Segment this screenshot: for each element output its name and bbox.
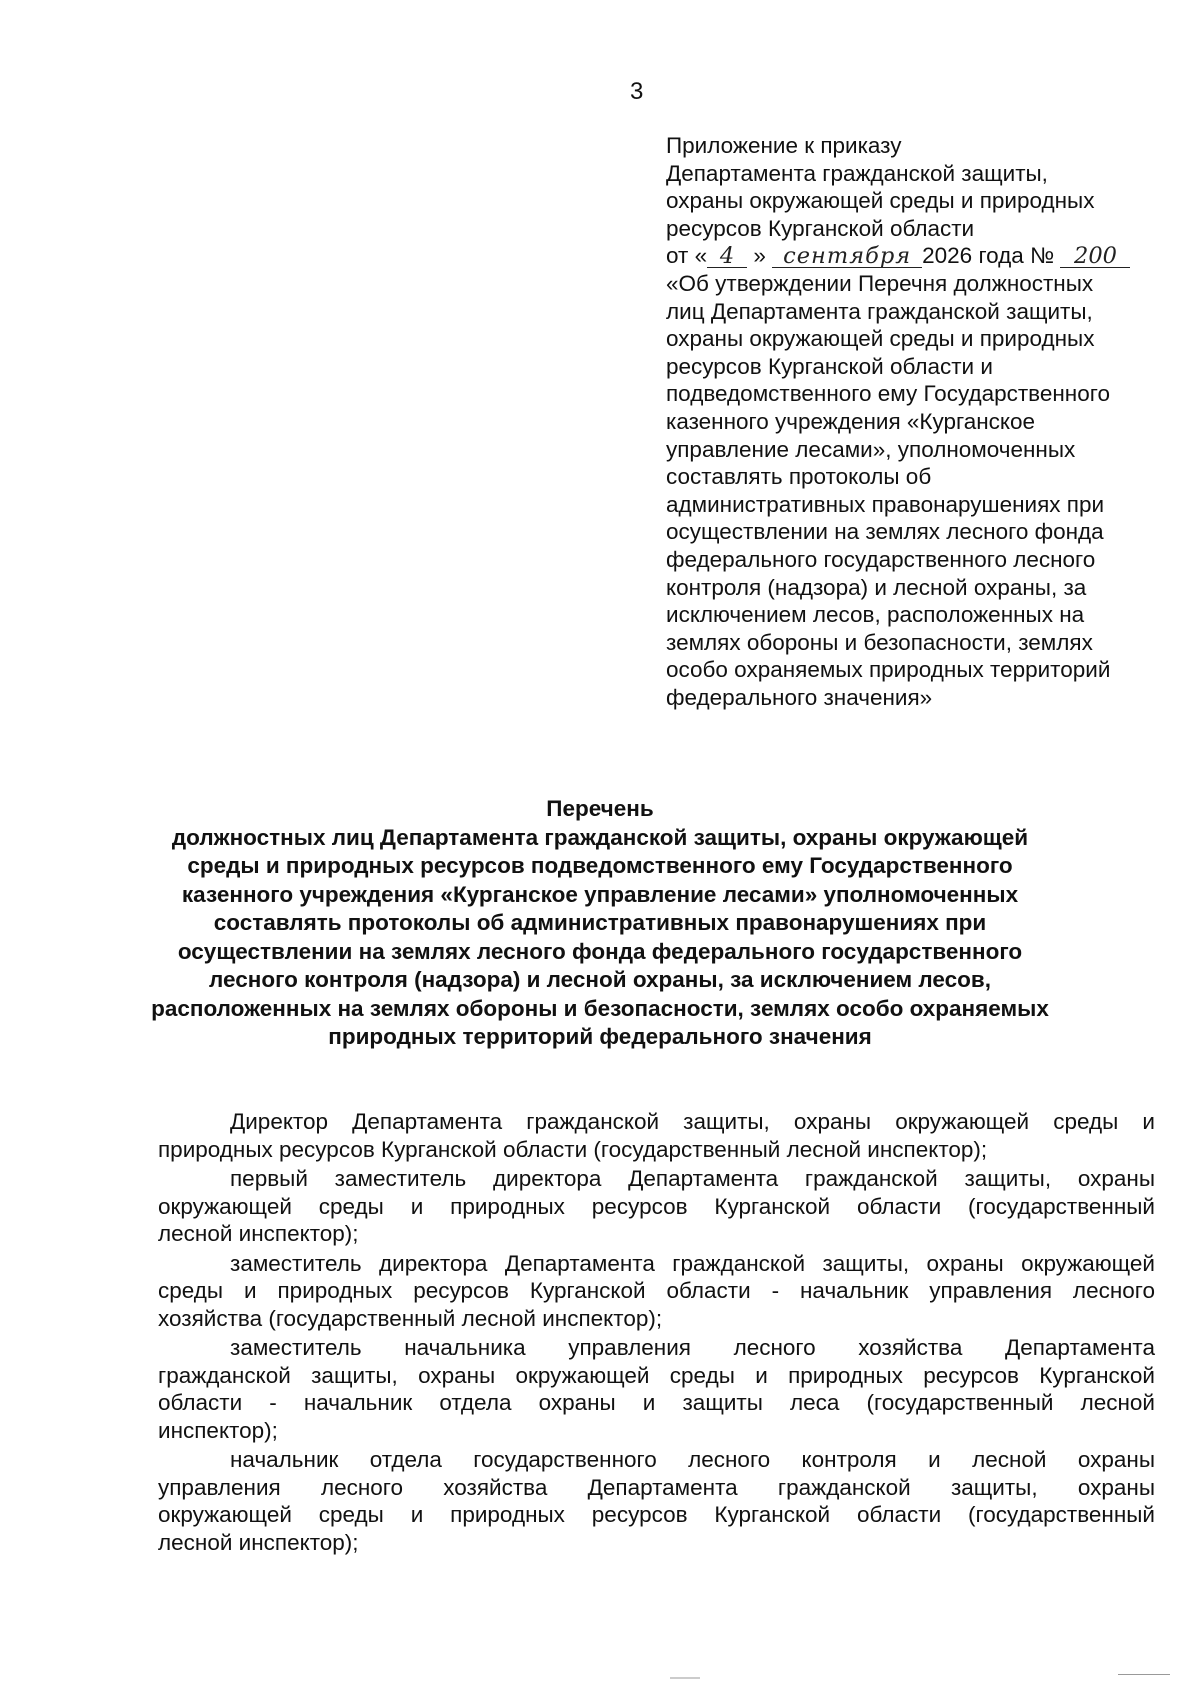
appendix-line: лиц Департамента гражданской защиты, xyxy=(666,298,1093,324)
appendix-line: ресурсов Курганской области xyxy=(666,215,975,241)
title-line: казенного учреждения «Курганское управление лесами» уполномоченных xyxy=(181,881,1019,907)
appendix-line: составлять протоколы об xyxy=(666,464,932,490)
body-line: лесной инспектор); xyxy=(158,1529,359,1555)
date-mid: » xyxy=(753,243,766,269)
body-line: окружающей среды и природных ресурсов Курганской области (государственный xyxy=(158,1502,1155,1527)
paragraph-deputy-head xyxy=(158,1334,1155,1444)
handwritten-month: сентября xyxy=(772,245,922,268)
appendix-line: ресурсов Курганской области и xyxy=(666,353,993,379)
body-line: лесной инспектор); xyxy=(158,1221,359,1246)
title-line: расположенных на землях обороны и безопасности, землях особо охраняемых xyxy=(151,995,1049,1021)
body-line: заместитель начальника управления лесного хозяйства Департамента xyxy=(230,1335,1155,1360)
date-prefix: от « xyxy=(666,243,708,269)
appendix-block xyxy=(666,132,1166,711)
title-heading: Перечень xyxy=(546,796,654,821)
appendix-line: «Об утверждении Перечня должностных xyxy=(666,270,1094,296)
body-line: природных ресурсов Курганской области (государственный лесной инспектор); xyxy=(158,1136,988,1162)
paragraph-head-of-department xyxy=(158,1446,1155,1556)
appendix-line: контроля (надзора) и лесной охраны, за xyxy=(666,574,1087,600)
list-title xyxy=(140,795,1060,1052)
title-line: должностных лиц Департамента гражданской защиты, охраны окружающей xyxy=(171,824,1029,850)
title-line: осуществлении на землях лесного фонда федерального государственного xyxy=(177,938,1023,964)
appendix-line: Приложение к приказу xyxy=(666,133,902,158)
scan-artifact xyxy=(1118,1674,1170,1675)
paragraph-first-deputy xyxy=(158,1165,1155,1248)
appendix-line: казенного учреждения «Курганское xyxy=(666,408,1036,434)
paragraph-director xyxy=(158,1108,1155,1163)
appendix-line: особо охраняемых природных территорий xyxy=(666,657,1111,683)
body-line: гражданской защиты, охраны окружающей среды и природных ресурсов Курганской xyxy=(158,1362,1155,1388)
handwritten-order-number: 200 xyxy=(1060,245,1130,268)
body-line: среды и природных ресурсов Курганской области - начальник управления лесного xyxy=(158,1278,1155,1303)
date-year-text: 2026 года № xyxy=(922,243,1055,269)
body-line: области - начальник отдела охраны и защиты леса (государственный лесной xyxy=(158,1390,1155,1415)
page-number: 3 xyxy=(630,78,644,105)
body-line: окружающей среды и природных ресурсов Курганской области (государственный xyxy=(158,1193,1155,1219)
title-line: среды и природных ресурсов подведомственного ему Государственного xyxy=(187,853,1013,878)
appendix-line: федерального государственного лесного xyxy=(666,546,1096,572)
appendix-line: землях обороны и безопасности, землях xyxy=(666,629,1093,655)
order-date-line xyxy=(666,242,1166,270)
body-line: хозяйства (государственный лесной инспектор); xyxy=(158,1305,663,1331)
title-line: лесного контроля (надзора) и лесной охраны, за исключением лесов, xyxy=(209,967,991,992)
body-line: заместитель директора Департамента гражданской защиты, охраны окружающей xyxy=(230,1250,1155,1276)
scan-artifact xyxy=(670,1677,700,1679)
appendix-line: управление лесами», уполномоченных xyxy=(666,436,1076,462)
appendix-line: осуществлении на землях лесного фонда xyxy=(666,519,1104,545)
appendix-line: административных правонарушениях при xyxy=(666,491,1105,517)
appendix-line: охраны окружающей среды и природных xyxy=(666,188,1095,214)
body-line: первый заместитель директора Департамента гражданской защиты, охраны xyxy=(230,1166,1155,1191)
appendix-line: Департамента гражданской защиты, xyxy=(666,160,1048,186)
body-line: инспектор); xyxy=(158,1417,278,1443)
title-line: природных территорий федерального значения xyxy=(328,1024,872,1049)
appendix-line: подведомственного ему Государственного xyxy=(666,381,1110,407)
paragraph-deputy-director xyxy=(158,1250,1155,1333)
handwritten-day: 4 xyxy=(707,245,747,268)
body-line: управления лесного хозяйства Департамента гражданской защиты, охраны xyxy=(158,1474,1155,1500)
title-line: составлять протоколы об административных правонарушениях при xyxy=(213,910,987,935)
appendix-line: охраны окружающей среды и природных xyxy=(666,326,1095,352)
body-line: Директор Департамента гражданской защиты, охраны окружающей среды и xyxy=(230,1109,1155,1134)
body-line: начальник отдела государственного лесного контроля и лесной охраны xyxy=(230,1447,1155,1472)
appendix-line: исключением лесов, расположенных на xyxy=(666,602,1085,628)
body-text xyxy=(158,1108,1155,1556)
appendix-line: федерального значения» xyxy=(666,684,933,710)
